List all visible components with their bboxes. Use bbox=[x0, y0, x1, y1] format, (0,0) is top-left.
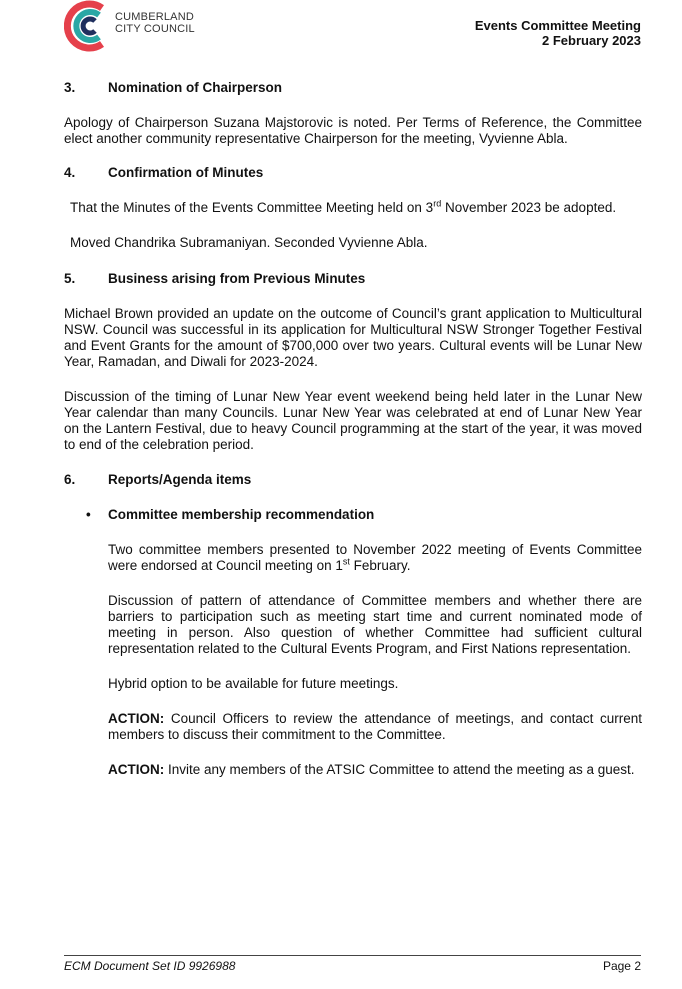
section-4-paragraph-2: Moved Chandrika Subramaniyan. Seconded Vyvienne Abla. bbox=[70, 235, 428, 250]
section-6-heading bbox=[64, 472, 642, 488]
section-title: Confirmation of Minutes bbox=[108, 165, 264, 180]
section-number: 5. bbox=[64, 271, 76, 286]
text-run: Two committee members presented to November 2022 meeting of Events Committee were endorsed at Council meeting on 1 bbox=[108, 542, 642, 573]
section-3-heading bbox=[64, 80, 642, 96]
document-body bbox=[64, 80, 642, 778]
section-3-paragraph: Apology of Chairperson Suzana Majstorovic is noted. Per Terms of Reference, the Committee elect another community representative Chairperson for the meeting, Vyvienne Abla. bbox=[64, 115, 642, 146]
section-title: Reports/Agenda items bbox=[108, 472, 252, 487]
meeting-date: 2 February 2023 bbox=[541, 33, 641, 48]
bullet-paragraph-1 bbox=[64, 542, 642, 574]
text-run: November 2023 be adopted. bbox=[441, 200, 617, 215]
section-4-heading bbox=[64, 165, 642, 181]
meeting-header bbox=[475, 18, 641, 48]
bullet-item-heading bbox=[64, 507, 642, 523]
action-text: Invite any members of the ATSIC Committee to attend the meeting as a guest. bbox=[164, 762, 635, 777]
section-number: 6. bbox=[64, 472, 76, 487]
bullet-paragraph-3: Hybrid option to be available for future meetings. bbox=[108, 676, 399, 691]
action-item-1 bbox=[64, 711, 642, 743]
org-name bbox=[115, 11, 195, 35]
bullet-paragraph-2: Discussion of pattern of attendance of Committee members and whether there are barriers to participation such as meeting start time and current nominated mode of meeting in person. Also question of whether Committee had sufficient cultural representation related to the Cultural Events Program, and First Nations representation. bbox=[108, 593, 642, 656]
action-label: ACTION: bbox=[108, 711, 165, 726]
superscript: st bbox=[342, 556, 350, 567]
footer-page-number: Page 2 bbox=[602, 959, 641, 973]
action-item-2 bbox=[64, 762, 642, 778]
action-label: ACTION: bbox=[108, 762, 165, 777]
section-number: 4. bbox=[64, 165, 76, 180]
text-run: February. bbox=[349, 558, 411, 573]
section-4-paragraph-1 bbox=[64, 200, 642, 216]
section-5-paragraph-1: Michael Brown provided an update on the outcome of Council’s grant application to Multicultural NSW. Council was successful in its application for Multicultural NSW Stronger Together Festival and Event Grants for the amount of $700,000 over two years. Cultural events will be Lunar New Year, Ramadan, and Diwali for 2023-2024. bbox=[64, 306, 642, 369]
bullet-icon: • bbox=[86, 507, 91, 522]
text-run: That the Minutes of the Events Committee Meeting held on 3 bbox=[70, 200, 434, 215]
action-text: Council Officers to review the attendance of meetings, and contact current members to discuss their commitment to the Committee. bbox=[108, 711, 642, 742]
section-5-heading bbox=[64, 271, 642, 287]
section-5-paragraph-2: Discussion of the timing of Lunar New Year event weekend being held later in the Lunar New Year calendar than many Councils. Lunar New Year was celebrated at end of Lunar New Year on the Lantern Festival, due to heavy Council programming at the start of the year, it was moved to end of the celebration period. bbox=[64, 389, 642, 452]
superscript: rd bbox=[433, 198, 442, 209]
bullet-title: Committee membership recommendation bbox=[108, 507, 375, 522]
section-number: 3. bbox=[64, 80, 76, 95]
section-title: Nomination of Chairperson bbox=[108, 80, 283, 95]
cumberland-logo-icon bbox=[64, 0, 112, 52]
org-name-line2: CITY COUNCIL bbox=[115, 23, 195, 35]
org-name-line1: CUMBERLAND bbox=[115, 11, 195, 23]
footer-doc-id: ECM Document Set ID 9926988 bbox=[64, 959, 236, 973]
meeting-title: Events Committee Meeting bbox=[474, 18, 641, 33]
footer-divider bbox=[64, 955, 641, 956]
section-title: Business arising from Previous Minutes bbox=[108, 271, 366, 286]
